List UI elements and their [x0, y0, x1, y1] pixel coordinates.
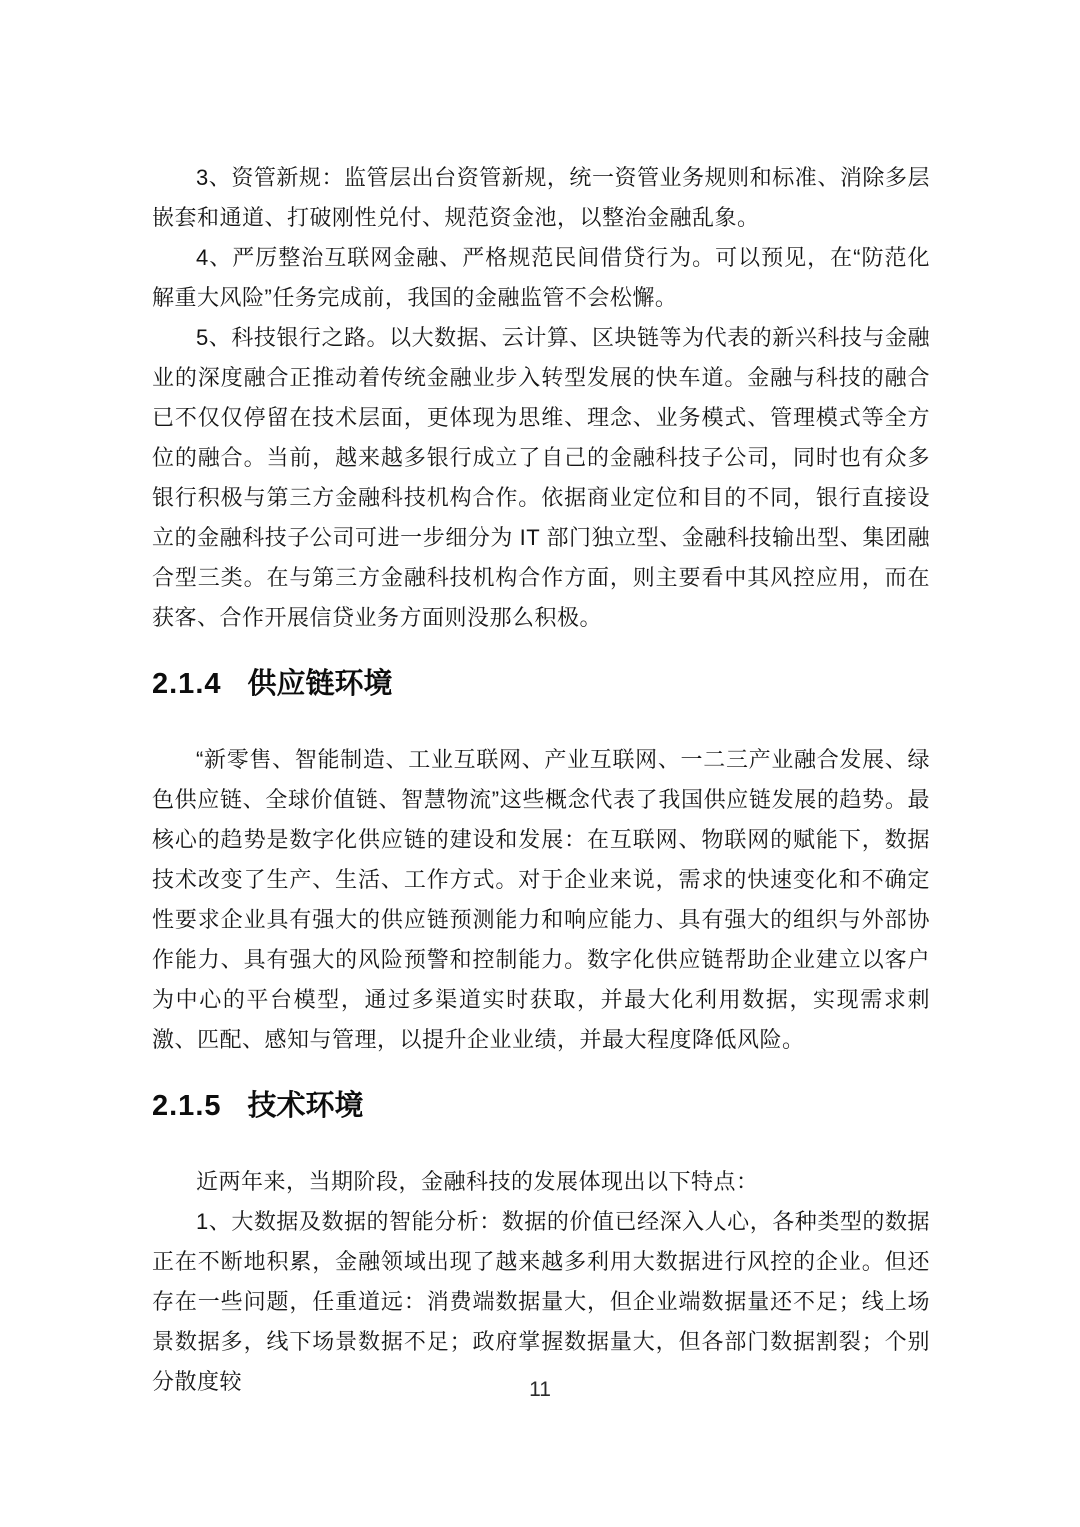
paragraph-big-data-analysis: 1、大数据及数据的智能分析：数据的价值已经深入人心，各种类型的数据正在不断地积累，金融领域出现了越来越多利用大数据进行风控的企业。但还存在一些问题，任重道远：消费端数据量大，但企业端数据量还不足；线上场景数据多，线下场景数据不足；政府掌握数据量大，但各部门数据割裂；个别分散度较: [152, 1209, 930, 1394]
paragraph-asset-management-rules: 3、资管新规：监管层出台资管新规，统一资管业务规则和标准、消除多层嵌套和通道、打破刚性兑付、规范资金池，以整治金融乱象。: [152, 165, 930, 230]
paragraph-internet-finance-regulation: 4、严厉整治互联网金融、严格规范民间借贷行为。可以预见，在“防范化解重大风险”任务完成前，我国的金融监管不会松懈。: [152, 245, 930, 310]
section-heading-supply-chain: [152, 664, 930, 704]
page-number: 11: [529, 1378, 551, 1401]
paragraph-tech-bank-road: 5、科技银行之路。以大数据、云计算、区块链等为代表的新兴科技与金融业的深度融合正推动着传统金融业步入转型发展的快车道。金融与科技的融合已不仅仅停留在技术层面，更体现为思维、理念、业务模式、管理模式等全方位的融合。当前，越来越多银行成立了自己的金融科技子公司，同时也有众多银行积极与第三方金融科技机构合作。依据商业定位和目的不同，银行直接设立的金融科技子公司可进一步细分为 IT 部门独立型、金融科技输出型、集团融合型三类。在与第三方金融科技机构合作方面，则主要看中其风控应用，而在获客、合作开展信贷业务方面则没那么积极。: [152, 325, 930, 630]
paragraph-fintech-intro: 近两年来，当期阶段，金融科技的发展体现出以下特点：: [196, 1169, 759, 1194]
page-content: [152, 158, 930, 1402]
section-number-2-1-4: 2.1.4: [152, 668, 222, 700]
section-number-2-1-5: 2.1.5: [152, 1090, 222, 1122]
paragraph-supply-chain-environment: “新零售、智能制造、工业互联网、产业互联网、一二三产业融合发展、绿色供应链、全球价值链、智慧物流”这些概念代表了我国供应链发展的趋势。最核心的趋势是数字化供应链的建设和发展：在互联网、物联网的赋能下，数据技术改变了生产、生活、工作方式。对于企业来说，需求的快速变化和不确定性要求企业具有强大的供应链预测能力和响应能力、具有强大的组织与外部协作能力、具有强大的风险预警和控制能力。数字化供应链帮助企业建立以客户为中心的平台模型，通过多渠道实时获取，并最大化利用数据，实现需求刺激、匹配、感知与管理，以提升企业业绩，并最大程度降低风险。: [152, 747, 930, 1052]
section-title-supply-chain: 供应链环境: [247, 668, 393, 700]
section-heading-technology: [152, 1086, 930, 1126]
section-title-technology: 技术环境: [247, 1090, 364, 1122]
